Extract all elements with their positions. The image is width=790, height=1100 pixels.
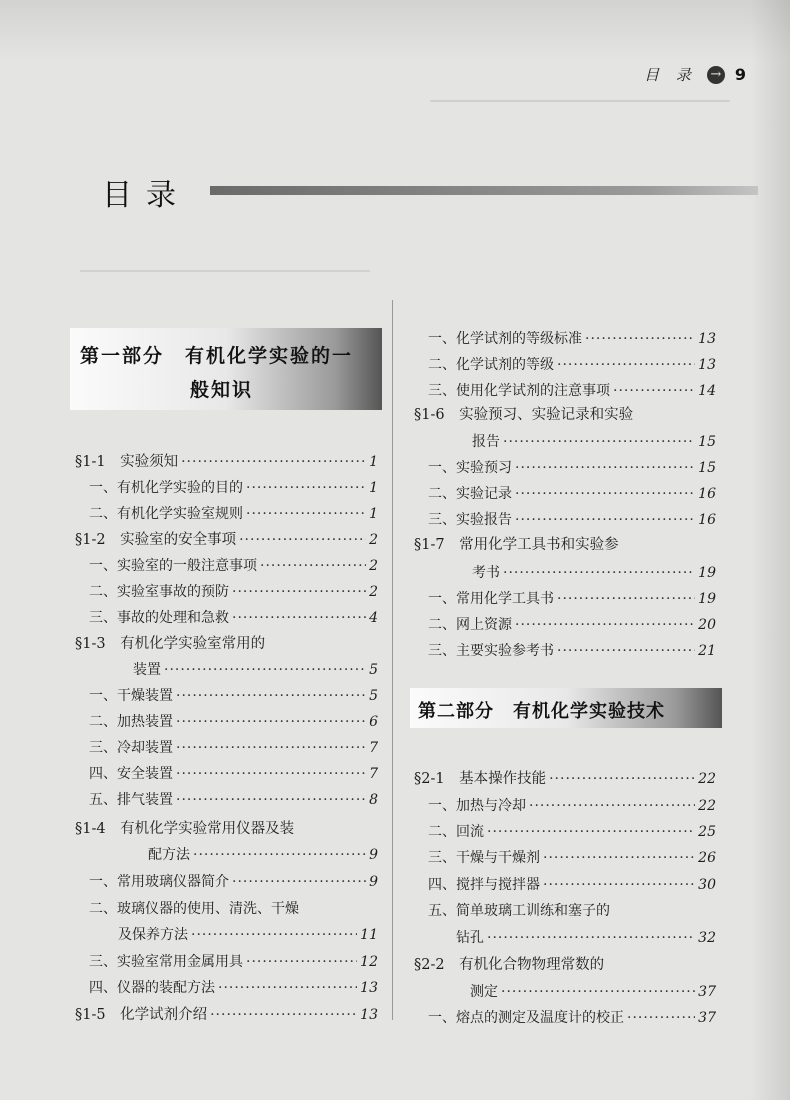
toc-entry-page: 32 xyxy=(698,930,716,946)
leader-dots xyxy=(487,928,695,948)
toc-entry-page: 13 xyxy=(698,357,716,373)
toc-entry-label: 四、搅拌与搅拌器 xyxy=(428,877,540,893)
leader-dots xyxy=(543,875,695,895)
toc-entry-page: 9 xyxy=(369,874,378,890)
toc-entry-page: 13 xyxy=(360,1007,378,1023)
toc-entry-title-line: §2-2 有机化合物物理常数的 xyxy=(414,957,605,973)
toc-entry-page: 15 xyxy=(698,460,716,476)
toc-entry[interactable] xyxy=(428,822,716,842)
toc-entry[interactable] xyxy=(428,355,716,375)
toc-entry-page: 13 xyxy=(360,980,378,996)
leader-dots xyxy=(613,381,695,401)
toc-entry-page: 13 xyxy=(698,331,716,347)
leader-dots xyxy=(246,952,357,972)
leader-dots xyxy=(246,504,366,524)
leader-dots xyxy=(529,796,695,816)
leader-dots xyxy=(515,458,695,478)
toc-entry-label: 五、排气装置 xyxy=(89,792,173,808)
leader-dots xyxy=(232,608,366,628)
leader-dots xyxy=(210,1005,357,1025)
toc-entry[interactable] xyxy=(428,615,716,635)
toc-entry[interactable] xyxy=(428,458,716,478)
toc-entry[interactable] xyxy=(428,381,716,401)
leader-dots xyxy=(164,660,366,680)
toc-entry-label: 三、干燥与干燥剂 xyxy=(428,850,540,866)
leader-dots xyxy=(627,1008,695,1028)
toc-entry[interactable] xyxy=(470,982,716,1002)
leader-dots xyxy=(515,615,695,635)
show-through-mark xyxy=(430,100,730,102)
toc-entry-page: 11 xyxy=(360,927,378,943)
toc-entry-label: 一、加热与冷却 xyxy=(428,798,526,814)
toc-entry-page: 12 xyxy=(360,954,378,970)
leader-dots xyxy=(585,329,695,349)
toc-entry-label: 三、实验室常用金属用具 xyxy=(89,954,243,970)
toc-entry[interactable] xyxy=(428,641,716,661)
title-rule xyxy=(210,186,758,195)
toc-entry-page: 1 xyxy=(369,506,378,522)
toc-entry-page: 1 xyxy=(369,480,378,496)
toc-entry-page: 21 xyxy=(698,643,716,659)
toc-entry-title-line: §1-4 有机化学实验常用仪器及装 xyxy=(75,821,295,837)
toc-entry-label: 考书 xyxy=(472,565,500,581)
toc-entry[interactable] xyxy=(89,952,378,972)
leader-dots xyxy=(543,848,695,868)
toc-entry[interactable] xyxy=(133,660,378,680)
toc-entry[interactable] xyxy=(428,1008,716,1028)
part-1-title-line-2: 般知识 xyxy=(190,379,254,401)
toc-entry-page: 22 xyxy=(698,798,716,814)
toc-entry[interactable] xyxy=(89,478,378,498)
toc-entry-page: 6 xyxy=(369,714,378,730)
toc-entry-label: 三、主要实验参考书 xyxy=(428,643,554,659)
toc-entry-label: 一、化学试剂的等级标准 xyxy=(428,331,582,347)
toc-entry-label: 三、使用化学试剂的注意事项 xyxy=(428,383,610,399)
toc-entry-label: 二、实验室事故的预防 xyxy=(89,584,229,600)
toc-entry[interactable] xyxy=(428,875,716,895)
leader-dots xyxy=(515,510,695,530)
column-divider xyxy=(392,300,393,1020)
toc-entry-label: 四、安全装置 xyxy=(89,766,173,782)
leader-dots xyxy=(557,641,695,661)
leader-dots xyxy=(515,484,695,504)
show-through-mark xyxy=(80,270,370,272)
leader-dots xyxy=(176,712,366,732)
toc-entry[interactable] xyxy=(75,1005,378,1025)
leader-dots xyxy=(232,582,366,602)
toc-entry-page: 7 xyxy=(369,740,378,756)
toc-entry[interactable] xyxy=(75,530,378,550)
toc-entry-label: 二、实验记录 xyxy=(428,486,512,502)
toc-entry[interactable] xyxy=(118,925,378,945)
toc-entry-label: §1-2 实验室的安全事项 xyxy=(75,532,237,548)
arrow-right-icon: → xyxy=(707,66,725,84)
leader-dots xyxy=(260,556,366,576)
toc-entry-page: 2 xyxy=(369,532,378,548)
toc-entry-label: 配方法 xyxy=(148,847,190,863)
toc-entry-page: 19 xyxy=(698,591,716,607)
leader-dots xyxy=(557,355,695,375)
toc-entry-label: 二、网上资源 xyxy=(428,617,512,633)
toc-entry[interactable] xyxy=(89,790,378,810)
toc-entry-page: 19 xyxy=(698,565,716,581)
toc-entry-page: 5 xyxy=(369,688,378,704)
toc-entry[interactable] xyxy=(428,848,716,868)
toc-entry-label: 四、仪器的装配方法 xyxy=(89,980,215,996)
toc-entry-label: 三、冷却装置 xyxy=(89,740,173,756)
toc-entry-label: 三、事故的处理和急救 xyxy=(89,610,229,626)
toc-entry[interactable] xyxy=(89,978,378,998)
leader-dots xyxy=(549,769,695,789)
toc-entry-page: 4 xyxy=(369,610,378,626)
toc-entry-page: 20 xyxy=(698,617,716,633)
running-head-section: 目 录 xyxy=(644,66,697,84)
toc-entry-label: §2-1 基本操作技能 xyxy=(414,771,547,787)
toc-entry-title-line: 二、玻璃仪器的使用、清洗、干燥 xyxy=(89,901,299,917)
part-2-title: 第二部分 有机化学实验技术 xyxy=(418,701,665,722)
toc-entry-title-line: §1-6 实验预习、实验记录和实验 xyxy=(414,407,634,423)
toc-entry[interactable] xyxy=(148,845,378,865)
toc-entry-label: 一、熔点的测定及温度计的校正 xyxy=(428,1010,624,1026)
toc-entry[interactable] xyxy=(428,484,716,504)
toc-entry-label: 二、加热装置 xyxy=(89,714,173,730)
toc-entry-page: 16 xyxy=(698,512,716,528)
toc-entry-label: 及保养方法 xyxy=(118,927,188,943)
leader-dots xyxy=(176,790,366,810)
leader-dots xyxy=(181,452,366,472)
leader-dots xyxy=(503,563,695,583)
toc-entry-label: 钻孔 xyxy=(456,930,484,946)
toc-entry-label: 一、干燥装置 xyxy=(89,688,173,704)
leader-dots xyxy=(487,822,695,842)
toc-entry-label: 一、常用玻璃仪器简介 xyxy=(89,874,229,890)
toc-entry-label: 一、有机化学实验的目的 xyxy=(89,480,243,496)
leader-dots xyxy=(557,589,695,609)
toc-entry-page: 15 xyxy=(698,434,716,450)
toc-entry-label: §1-5 化学试剂介绍 xyxy=(75,1007,208,1023)
toc-entry-page: 8 xyxy=(369,792,378,808)
toc-entry[interactable] xyxy=(75,452,378,472)
part-1-title-line-1: 第一部分 有机化学实验的一 xyxy=(80,345,354,367)
toc-entry-title-line: §1-3 有机化学实验室常用的 xyxy=(75,636,266,652)
toc-entry-page: 37 xyxy=(698,984,716,1000)
toc-entry-label: 二、回流 xyxy=(428,824,484,840)
page-number: 9 xyxy=(734,65,746,84)
toc-entry-label: 报告 xyxy=(472,434,500,450)
toc-entry[interactable] xyxy=(472,563,716,583)
toc-entry-label: 二、有机化学实验室规则 xyxy=(89,506,243,522)
leader-dots xyxy=(501,982,695,1002)
part-2-banner xyxy=(410,688,722,728)
toc-entry-page: 5 xyxy=(369,662,378,678)
toc-entry[interactable] xyxy=(428,796,716,816)
toc-entry[interactable] xyxy=(89,872,378,892)
toc-entry[interactable] xyxy=(89,608,378,628)
toc-entry[interactable] xyxy=(89,582,378,602)
toc-entry-label: 一、常用化学工具书 xyxy=(428,591,554,607)
toc-entry[interactable] xyxy=(456,928,716,948)
toc-entry-page: 2 xyxy=(369,558,378,574)
toc-entry[interactable] xyxy=(414,769,716,789)
toc-title: 目录 xyxy=(102,178,190,213)
toc-entry-page: 26 xyxy=(698,850,716,866)
page-shading-top xyxy=(0,0,790,60)
toc-entry-page: 25 xyxy=(698,824,716,840)
toc-entry[interactable] xyxy=(89,686,378,706)
toc-entry-page: 9 xyxy=(369,847,378,863)
leader-dots xyxy=(503,432,695,452)
toc-entry[interactable] xyxy=(89,764,378,784)
part-1-banner xyxy=(70,328,382,410)
toc-entry-page: 22 xyxy=(698,771,716,787)
toc-entry[interactable] xyxy=(89,738,378,758)
leader-dots xyxy=(176,738,366,758)
toc-entry-label: 一、实验预习 xyxy=(428,460,512,476)
toc-entry-title-line: 五、简单玻璃工训练和塞子的 xyxy=(428,903,610,919)
toc-entry[interactable] xyxy=(472,432,716,452)
toc-entry[interactable] xyxy=(89,556,378,576)
leader-dots xyxy=(232,872,366,892)
toc-entry-label: §1-1 实验须知 xyxy=(75,454,179,470)
leader-dots xyxy=(218,978,357,998)
toc-entry[interactable] xyxy=(428,589,716,609)
running-head xyxy=(644,64,746,85)
toc-entry-label: 二、化学试剂的等级 xyxy=(428,357,554,373)
leader-dots xyxy=(191,925,357,945)
leader-dots xyxy=(176,686,366,706)
toc-entry[interactable] xyxy=(89,504,378,524)
leader-dots xyxy=(246,478,366,498)
leader-dots xyxy=(193,845,366,865)
toc-entry-page: 14 xyxy=(698,383,716,399)
page-shading-right xyxy=(750,0,790,1100)
toc-entry-title-line: §1-7 常用化学工具书和实验参 xyxy=(414,537,619,553)
toc-entry-page: 2 xyxy=(369,584,378,600)
toc-entry-page: 7 xyxy=(369,766,378,782)
toc-entry-label: 装置 xyxy=(133,662,161,678)
toc-entry-label: 测定 xyxy=(470,984,498,1000)
leader-dots xyxy=(239,530,366,550)
toc-entry-label: 三、实验报告 xyxy=(428,512,512,528)
leader-dots xyxy=(176,764,366,784)
toc-entry[interactable] xyxy=(89,712,378,732)
toc-entry[interactable] xyxy=(428,510,716,530)
toc-entry[interactable] xyxy=(428,329,716,349)
toc-entry-label: 一、实验室的一般注意事项 xyxy=(89,558,257,574)
toc-entry-page: 30 xyxy=(698,877,716,893)
toc-entry-page: 1 xyxy=(369,454,378,470)
toc-entry-page: 37 xyxy=(698,1010,716,1026)
toc-entry-page: 16 xyxy=(698,486,716,502)
